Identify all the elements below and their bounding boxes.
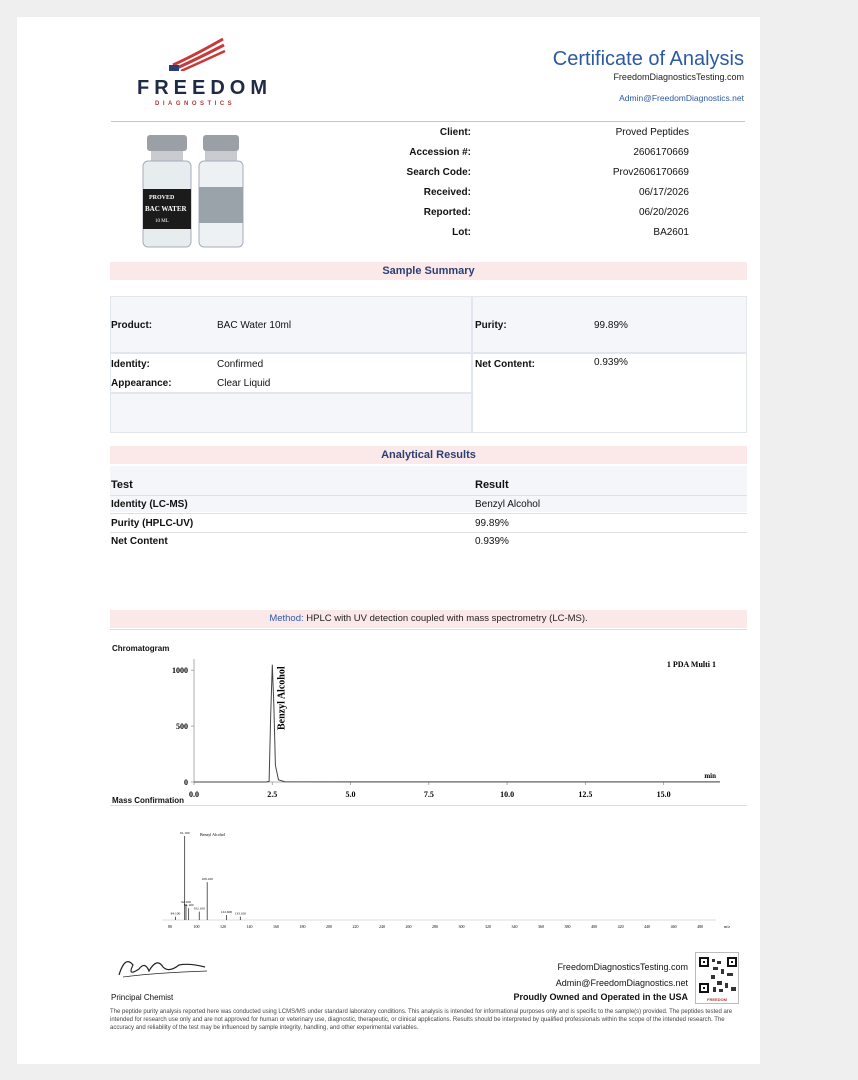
- certificate-page: [17, 17, 760, 1064]
- mass-x-tick: 480: [697, 924, 704, 929]
- sample-summary-title: Sample Summary: [382, 265, 475, 277]
- lot-value: BA2601: [653, 227, 689, 238]
- chromatogram-peak-label: Benzyl Alcohol: [276, 666, 288, 730]
- reported-value: 06/20/2026: [638, 207, 689, 218]
- signer-title: Principal Chemist: [111, 993, 174, 1002]
- chromatogram-legend: 1 PDA Multi 1: [666, 660, 716, 669]
- mass-x-tick: 460: [670, 924, 677, 929]
- header-website[interactable]: FreedomDiagnosticsTesting.com: [613, 72, 744, 82]
- results-row-test: Net Content: [111, 536, 168, 547]
- qr-code-icon[interactable]: [695, 952, 739, 1004]
- results-row-result: 99.89%: [475, 518, 509, 529]
- product-vial-image: [139, 129, 244, 251]
- mass-peak-label: 94.100: [183, 903, 194, 908]
- chromatogram-x-tick: 10.0: [500, 790, 515, 799]
- analytical-results-title: Analytical Results: [381, 449, 476, 461]
- header-email[interactable]: Admin@FreedomDiagnostics.net: [619, 93, 744, 103]
- mass-peak-label: 133.100: [234, 911, 247, 916]
- mass-x-tick: 380: [564, 924, 571, 929]
- chromatogram-y-tick: 500: [176, 722, 188, 732]
- footer-website[interactable]: FreedomDiagnosticsTesting.com: [557, 962, 688, 972]
- method-text-line: [110, 610, 747, 628]
- mass-x-tick: 120: [219, 924, 226, 929]
- mass-x-tick: 220: [352, 924, 359, 929]
- sample-summary-header: [110, 262, 747, 280]
- mass-x-tick: 180: [299, 924, 306, 929]
- chromatogram-y-tick: 0: [184, 778, 188, 787]
- mass-spectrum-chart: [110, 806, 747, 936]
- mass-confirmation-title: Mass Confirmation: [112, 796, 185, 805]
- mass-x-tick: 100: [193, 924, 200, 929]
- vial-size-text: 10 ML: [155, 219, 169, 224]
- search-code-value: Prov2606170669: [612, 167, 689, 178]
- mass-x-tick: 280: [432, 924, 439, 929]
- identity-value: Confirmed: [217, 359, 264, 370]
- client-value: Proved Peptides: [615, 127, 689, 138]
- reported-label: Reported:: [423, 207, 471, 218]
- net-content-label: Net Content:: [475, 359, 535, 370]
- results-shade-top: [110, 466, 747, 512]
- chromatogram-title: Chromatogram: [112, 644, 170, 653]
- mass-peak-label: 102.100: [193, 906, 205, 911]
- chromatogram-x-unit: min: [704, 772, 716, 780]
- vial-label-text: BAC WATER: [145, 205, 187, 213]
- mass-x-tick: 340: [511, 924, 518, 929]
- search-code-label: Search Code:: [406, 167, 471, 178]
- mass-x-tick: 160: [272, 924, 279, 929]
- mass-x-tick: 440: [644, 924, 651, 929]
- method-band: [110, 610, 747, 628]
- chromatogram-x-tick: 0.0: [189, 790, 199, 799]
- page-title: Certificate of Analysis: [552, 48, 744, 70]
- received-value: 06/17/2026: [638, 187, 689, 198]
- results-row-result: 0.939%: [475, 536, 509, 547]
- product-label: Product:: [111, 320, 153, 331]
- purity-value: 99.89%: [594, 320, 628, 331]
- chromatogram-x-tick: 15.0: [656, 790, 671, 799]
- results-col-result: Result: [475, 479, 509, 491]
- received-label: Received:: [423, 187, 471, 198]
- client-label: Client:: [439, 127, 471, 138]
- logo-subtitle: DIAGNOSTICS: [155, 101, 236, 107]
- mass-peak-label: 84.100: [170, 911, 181, 916]
- appearance-label: Appearance:: [111, 378, 172, 389]
- flag-swoosh-icon: [167, 35, 227, 71]
- results-row-test: Identity (LC-MS): [111, 499, 188, 510]
- mass-x-tick: 300: [458, 924, 465, 929]
- mass-peak-label: 108.100: [201, 877, 213, 882]
- chromatogram-y-tick: 1000: [172, 666, 188, 676]
- mass-x-tick: 80: [167, 924, 172, 929]
- results-col-test: Test: [111, 479, 133, 491]
- signature-image: [113, 951, 213, 981]
- disclaimer-text: The peptide purity analysis reported here was conducted using LCMS/MS under standard laboratory conditions. This analysis is intended for informational purposes only and is specific to the sample(s) provided. The peptides tested are intended for research use only and are not approved for human or veterinary use, diagnostic, therapeutic, or clinical applications. Results should be interpreted by qualified professionals within the scope of the intended research. The accuracy and reliability of the test may be influenced by sample integrity, handling, and other experimental variables.: [110, 1009, 733, 1031]
- mass-x-tick: 200: [325, 924, 332, 929]
- accession-label: Accession #:: [409, 147, 471, 158]
- method-label: Method:: [269, 613, 304, 624]
- analytical-results-header: [110, 446, 747, 464]
- mass-x-unit: m/z: [724, 924, 730, 929]
- lot-label: Lot:: [452, 227, 471, 238]
- mass-confirmation-section: [110, 796, 747, 935]
- footer-tagline: Proudly Owned and Operated in the USA: [513, 992, 688, 1002]
- footer-email[interactable]: Admin@FreedomDiagnostics.net: [555, 978, 688, 988]
- vial-brand-text: PROVED: [149, 195, 175, 201]
- net-content-value: 0.939%: [594, 357, 628, 368]
- chromatogram-x-tick: 12.5: [578, 790, 593, 799]
- purity-label: Purity:: [475, 320, 507, 331]
- method-text: HPLC with UV detection coupled with mass spectrometry (LC-MS).: [306, 613, 588, 624]
- identity-label: Identity:: [111, 359, 150, 370]
- qr-caption: FREEDOM: [707, 997, 727, 1002]
- chromatogram-x-tick: 7.5: [423, 790, 434, 799]
- logo-wordmark: FREEDOM: [137, 77, 272, 99]
- chromatogram-x-tick: 2.5: [267, 790, 278, 799]
- mass-x-tick: 400: [591, 924, 598, 929]
- mass-x-tick: 420: [617, 924, 624, 929]
- header-divider: [111, 121, 745, 122]
- mass-compound-label: Benzyl Alcohol: [200, 832, 225, 837]
- mass-peak-label: 122.600: [220, 909, 233, 914]
- results-row-test: Purity (HPLC-UV): [111, 518, 194, 529]
- product-value: BAC Water 10ml: [217, 320, 292, 331]
- mass-x-tick: 140: [246, 924, 253, 929]
- appearance-value: Clear Liquid: [217, 378, 271, 389]
- results-row-result: Benzyl Alcohol: [475, 499, 541, 510]
- mass-peak-label: 92.100: [181, 899, 191, 904]
- mass-x-tick: 320: [485, 924, 492, 929]
- chromatogram-x-tick: 5.0: [345, 790, 356, 799]
- mass-x-tick: 360: [538, 924, 545, 929]
- accession-value: 2606170669: [633, 147, 689, 158]
- mass-peak-label: 91.100: [179, 831, 190, 835]
- chromatogram-chart: [110, 630, 747, 806]
- mass-x-tick: 260: [405, 924, 412, 929]
- chromatogram-section: [110, 629, 747, 805]
- mass-x-tick: 240: [379, 924, 386, 929]
- summary-cell-blank: [110, 393, 472, 433]
